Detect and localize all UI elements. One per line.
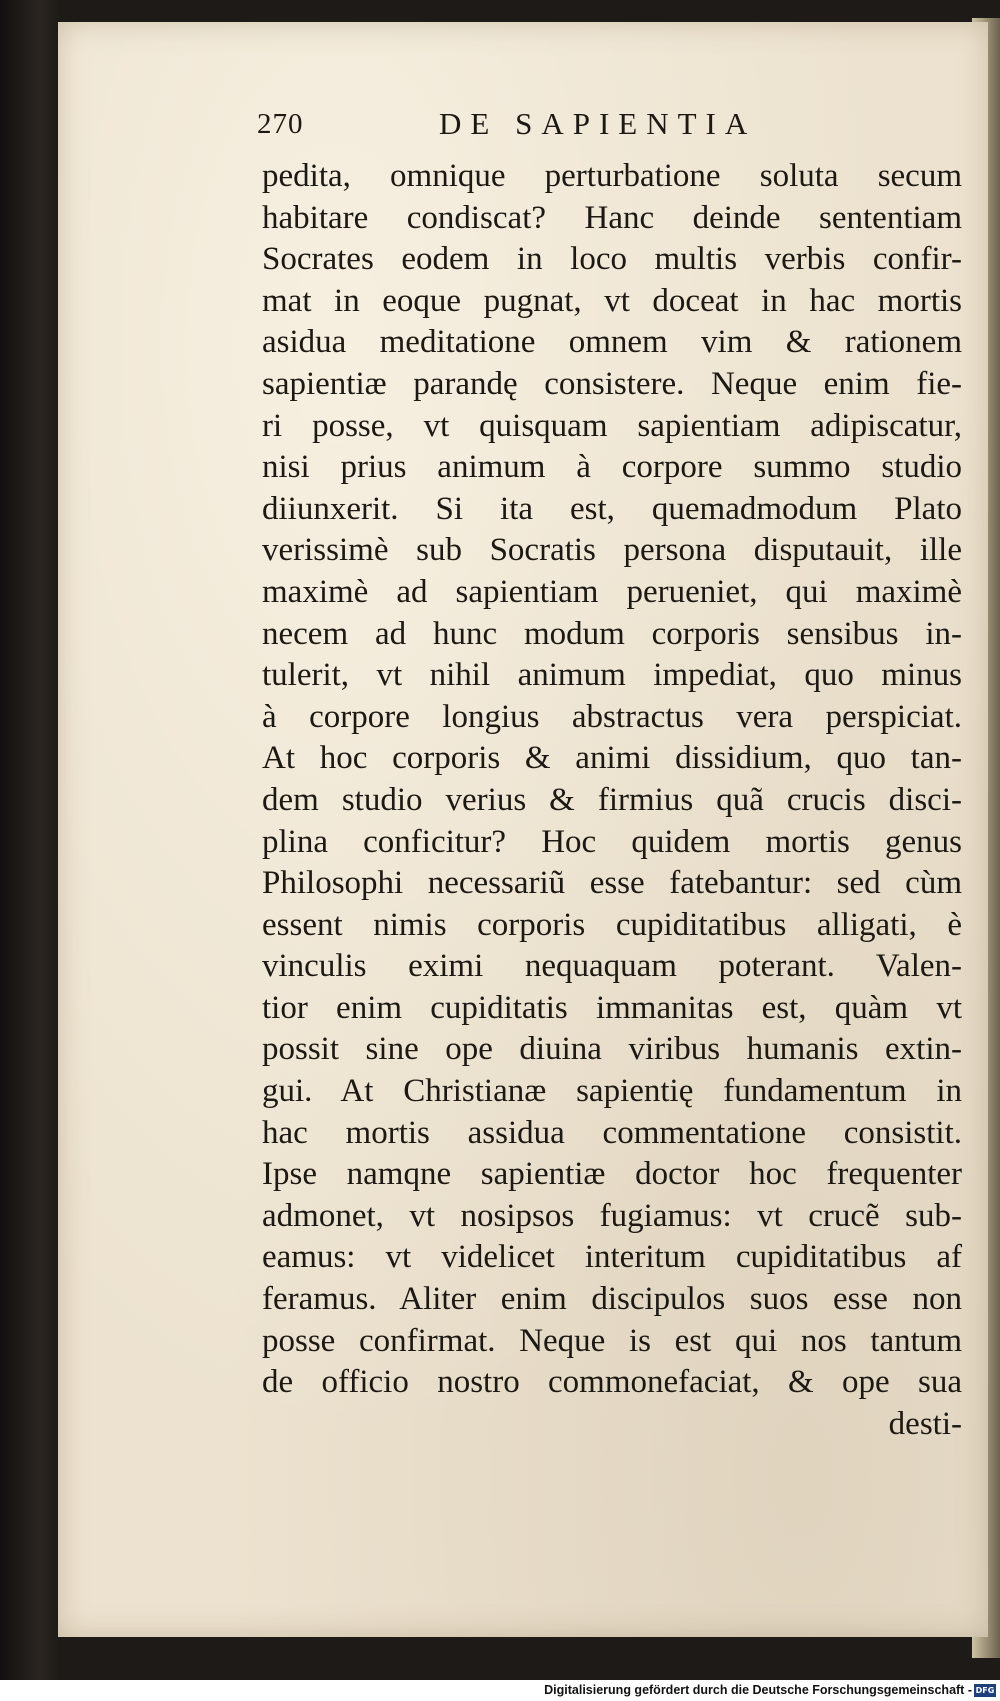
footer-bar <box>0 1680 1000 1701</box>
text-line: gui. At Christianæ sapientię fundamentum in <box>262 1073 962 1110</box>
page-number: 270 <box>257 108 304 140</box>
text-line: eamus: vt videlicet interitum cupiditatibus af <box>262 1239 962 1276</box>
text-line: posse confirmat. Neque is est qui nos tantum <box>262 1322 962 1359</box>
text-line: diiunxerit. Si ita est, quemadmodum Plato <box>262 490 962 527</box>
text-line: Ipse namqne sapientiæ doctor hoc frequenter <box>262 1156 962 1193</box>
text-line: hac mortis assidua commentatione consistit. <box>262 1114 962 1151</box>
dfg-logo: DFG <box>975 1686 995 1695</box>
text-line: tulerit, vt nihil animum impediat, quo minus <box>262 657 962 694</box>
text-line: plina conficitur? Hoc quidem mortis genus <box>262 823 962 860</box>
text-line: à corpore longius abstractus vera perspiciat. <box>262 698 962 735</box>
text-line: verissimè sub Socratis persona disputauit, ille <box>262 532 962 569</box>
text-line: maximè ad sapientiam perueniet, qui maximè <box>262 573 962 610</box>
text-line: dem studio verius & firmius quã crucis disci- <box>262 781 962 818</box>
text-line: feramus. Aliter enim discipulos suos esse non <box>262 1281 962 1318</box>
body-text <box>262 156 962 1445</box>
text-line: pedita, omnique perturbatione soluta secum <box>262 158 962 194</box>
text-line: necem ad hunc modum corporis sensibus in- <box>262 615 962 652</box>
text-line: essent nimis corporis cupiditatibus alligati, è <box>262 906 962 943</box>
running-title: DE SAPIENTIA <box>439 106 757 141</box>
page-header <box>257 108 957 152</box>
text-line: ri posse, vt quisquam sapientiam adipiscatur, <box>262 407 962 444</box>
text-line: admonet, vt nosipsos fugiamus: vt crucẽ sub- <box>262 1197 962 1234</box>
text-line: nisi prius animum à corpore summo studio <box>262 449 962 486</box>
text-line: vinculis eximi nequaquam poterant. Valen- <box>262 948 962 985</box>
text-line: de officio nostro commonefaciat, & ope sua <box>262 1364 962 1401</box>
text-line: possit sine ope diuina viribus humanis extin- <box>262 1031 962 1068</box>
text-line: habitare condiscat? Hanc deinde sententiam <box>262 199 962 236</box>
text-line: sapientiæ parandę consistere. Neque enim fie- <box>262 365 962 402</box>
funding-credit: Digitalisierung gefördert durch die Deutsche Forschungsgemeinschaft - <box>544 1683 972 1697</box>
text-line: tior enim cupiditatis immanitas est, quàm vt <box>262 989 962 1026</box>
text-line: Philosophi necessariũ esse fatebantur: sed cùm <box>262 865 962 902</box>
text-line: At hoc corporis & animi dissidium, quo tan- <box>262 740 962 777</box>
text-line: Socrates eodem in loco multis verbis confir- <box>262 241 962 278</box>
text-line: asidua meditatione omnem vim & rationem <box>262 324 962 361</box>
text-line: mat in eoque pugnat, vt doceat in hac mortis <box>262 282 962 319</box>
catchword: desti- <box>888 1405 962 1442</box>
